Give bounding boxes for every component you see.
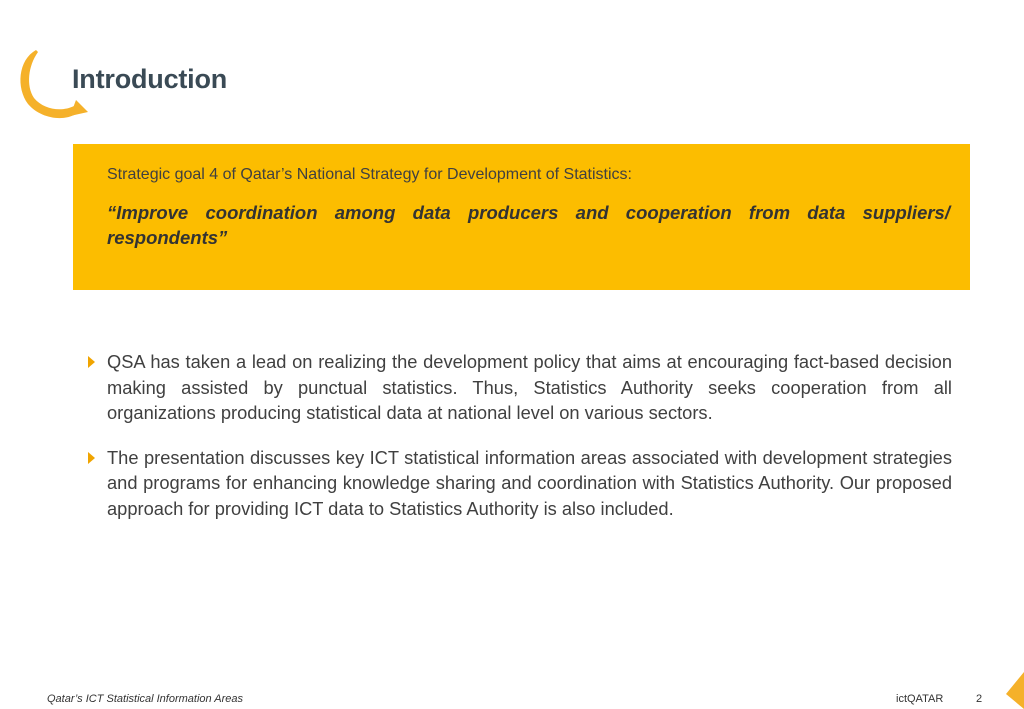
bullet-list (86, 349, 952, 540)
strategic-goal-box (73, 144, 970, 290)
goal-intro-text: Strategic goal 4 of Qatar’s National Strategy for Development of Statistics: (107, 166, 632, 183)
slide-title: Introduction (72, 64, 228, 94)
bullet-item (86, 445, 952, 522)
bullet-item (86, 349, 952, 426)
triangle-right-icon (88, 356, 95, 368)
footer-brand: ictQATAR (896, 693, 944, 705)
goal-quote-text: “Improve coordination among data producers and cooperation from data suppliers/ respondents” (107, 202, 950, 248)
footer-document-title: Qatar’s ICT Statistical Information Areas (47, 693, 244, 705)
page-number: 2 (976, 693, 983, 705)
corner-chevron-icon (1004, 672, 1024, 709)
bullet-text: QSA has taken a lead on realizing the development policy that aims at encouraging fact-based decision making assisted by punctual statistics. Thus, Statistics Authority seeks cooperation from all organizations producing statistical data at national level on various sectors. (107, 351, 952, 423)
bullet-text: The presentation discusses key ICT statistical information areas associated with development strategies and programs for enhancing knowledge sharing and coordination with Statistics Authority. Our proposed approach for providing ICT data to Statistics Authority is also included. (107, 446, 952, 519)
triangle-right-icon (88, 452, 95, 464)
